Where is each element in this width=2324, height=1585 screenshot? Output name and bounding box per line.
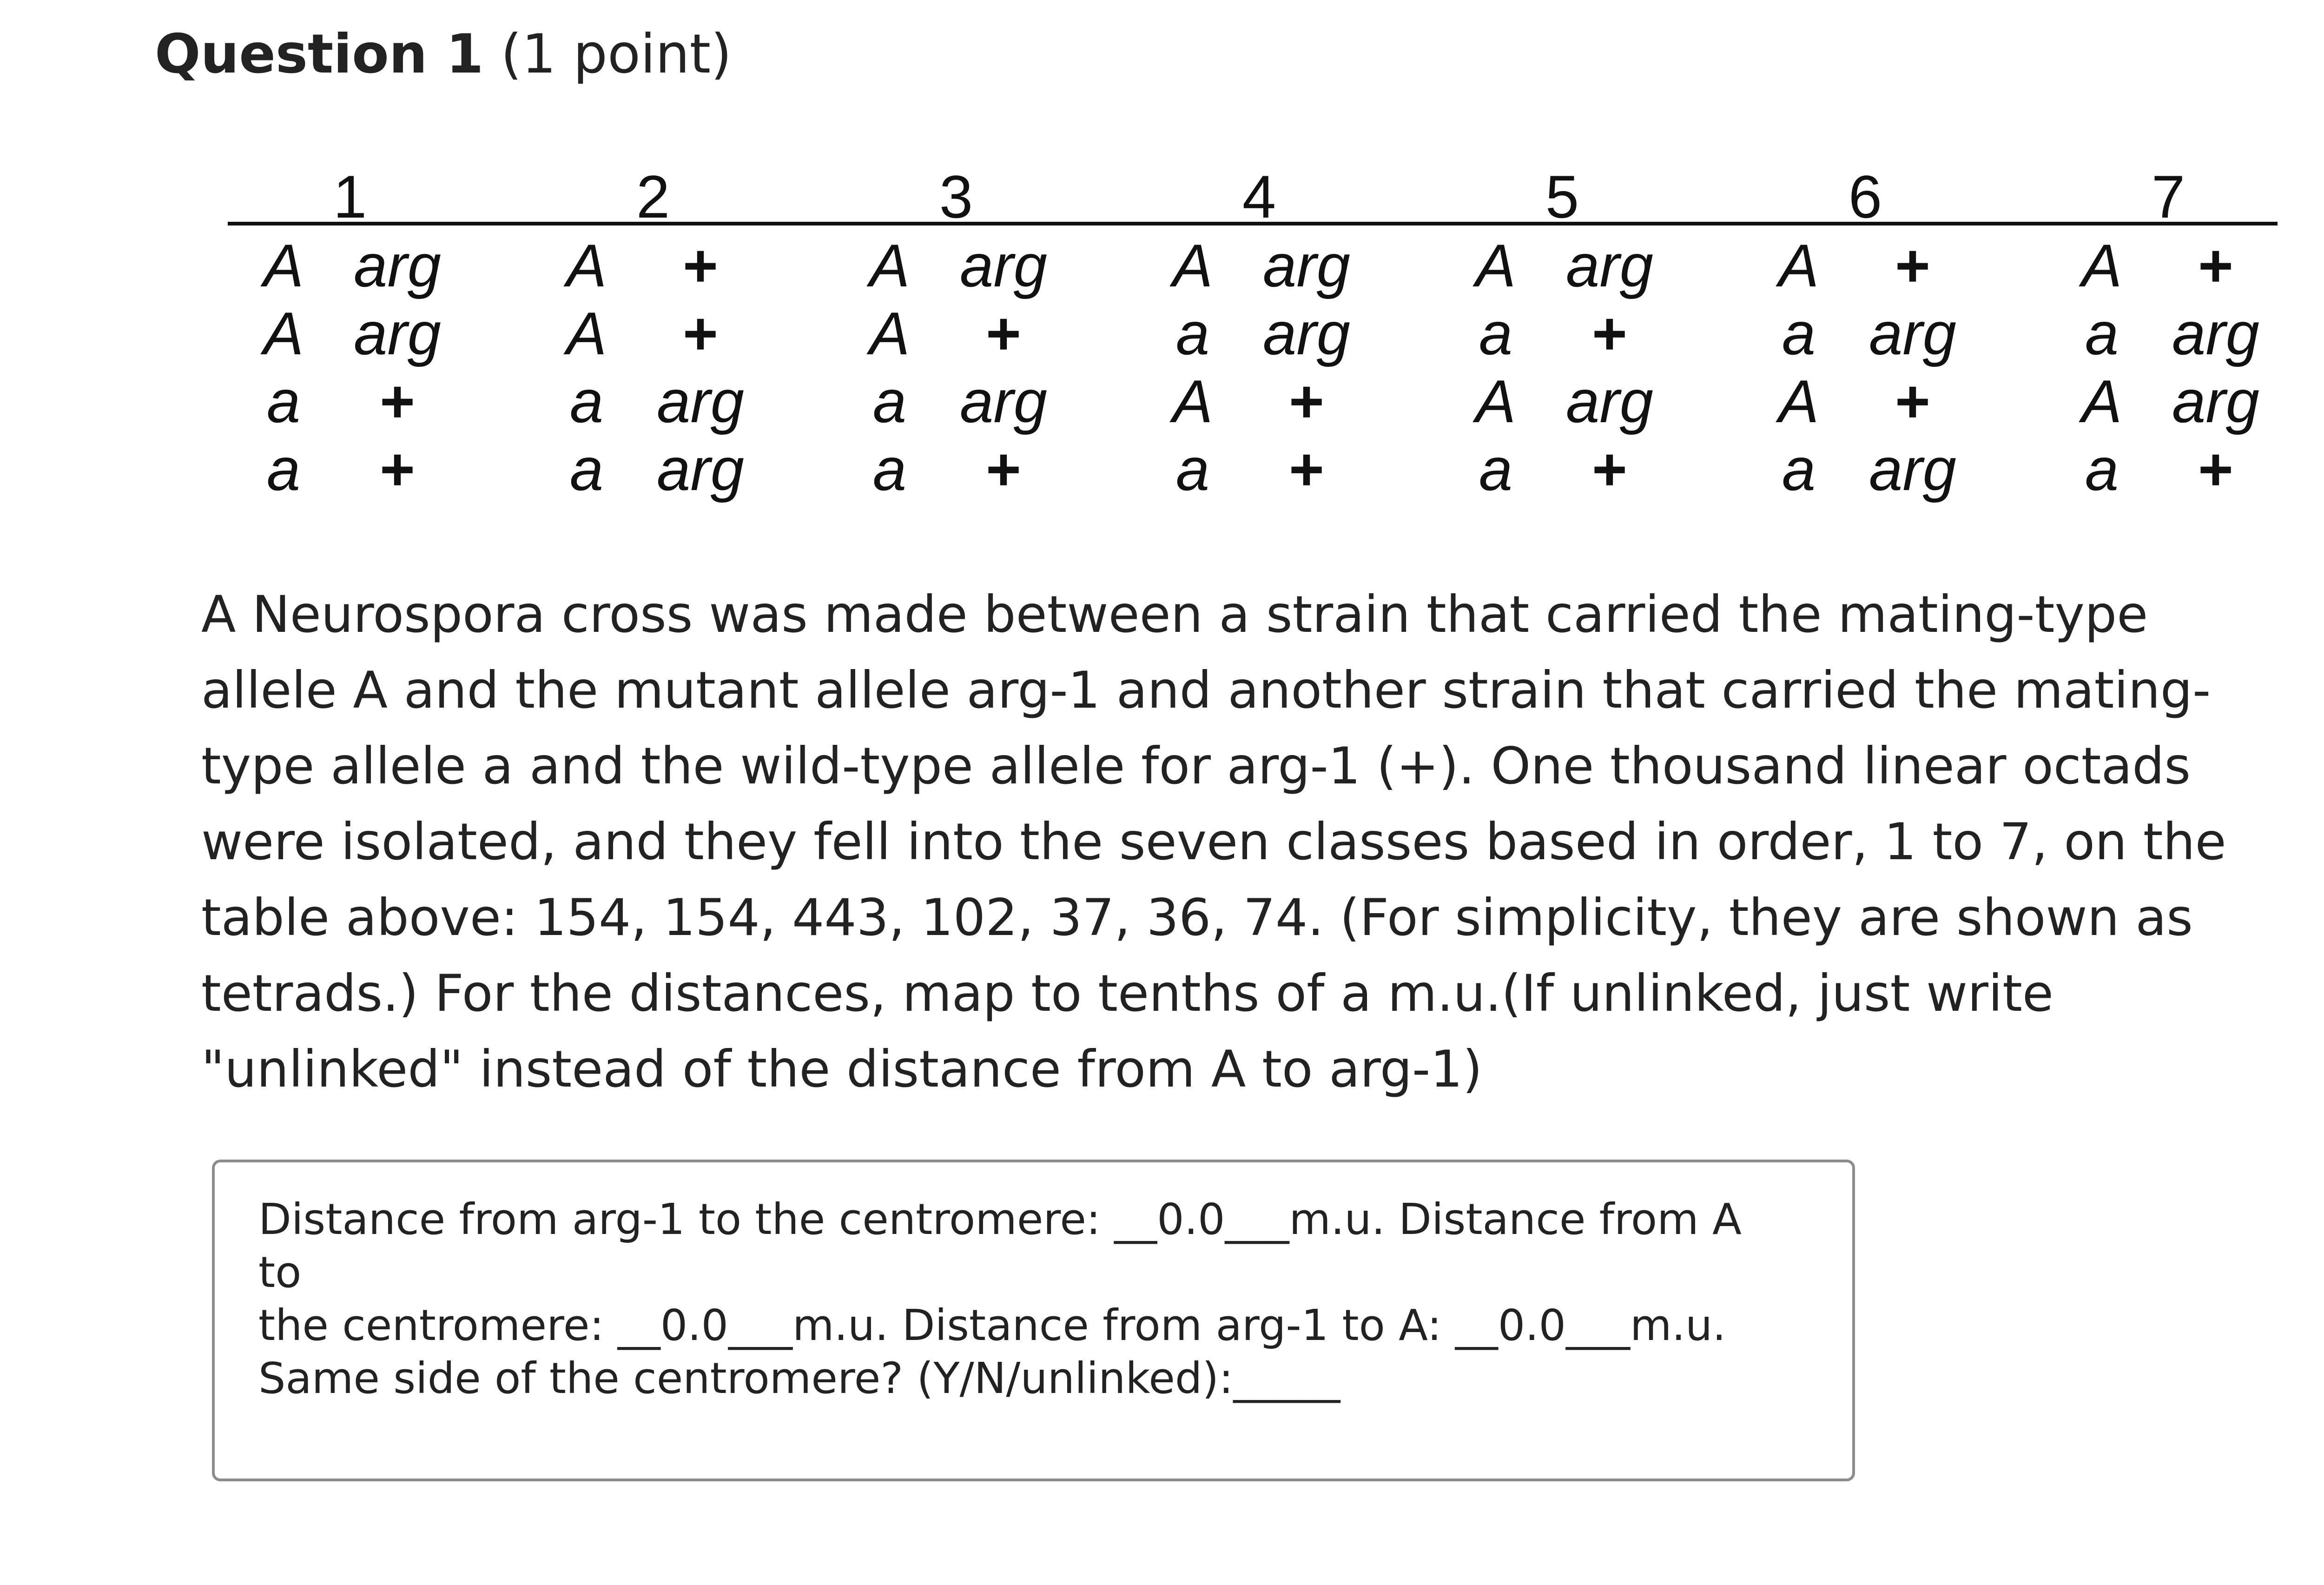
class-number: 2 [636,163,670,231]
arg-allele: arg [2172,367,2259,435]
arg-allele: + [380,435,415,503]
mating-type-allele: A [1172,232,1213,299]
arg-allele: + [1289,435,1324,503]
mating-type-allele: A [1778,232,1819,299]
arg-allele: arg [1869,299,1956,367]
question-title [155,20,732,89]
mating-type-allele: A [566,299,607,367]
answer-line-3: Same side of the centromere? (Y/N/unlinked):_____ [258,1353,1340,1403]
mating-type-allele: a [266,435,301,503]
mating-type-allele: a [266,367,301,435]
answer-textbox[interactable] [212,1160,1855,1481]
arg-allele: arg [1566,232,1653,299]
mating-type-allele: a [872,367,907,435]
arg-allele: arg [960,232,1047,299]
question-label: Question 1 [155,23,484,86]
mating-type-allele: a [569,435,604,503]
arg-allele: + [1592,299,1627,367]
question-paragraph: A Neurospora cross was made between a strain that carried the mating-type allele A and the mutant allele arg-1 and another strain that carried the mating-type allele a and the wild-type allele for arg-1 (+). One thousand linear octads were isolated, and they fell into the seven classes based in order, 1 to 7, on the table above: 154, 154, 443, 102, 37, 36, 74. (For simplicity, they are shown as tetrads.) For the distances, map to tenths of a m.u.(If unlinked, just write "unlinked" instead of the distance from A to arg-1) [201,585,2226,1099]
arg-allele: arg [1869,435,1956,503]
arg-allele: + [683,232,718,299]
arg-allele: arg [354,232,441,299]
class-number: 4 [1242,163,1276,231]
arg-allele: arg [1566,367,1653,435]
mating-type-allele: a [1782,299,1816,367]
arg-allele: + [1289,367,1324,435]
mating-type-allele: a [1479,299,1513,367]
mating-type-allele: A [2081,232,2122,299]
mating-type-allele: a [1175,435,1210,503]
answer-line-1: Distance from arg-1 to the centromere: __0.0___m.u. Distance from A to [258,1194,1742,1297]
arg-allele: arg [354,299,441,367]
mating-type-allele: A [263,299,304,367]
mating-type-allele: A [566,232,607,299]
mating-type-allele: A [1778,367,1819,435]
mating-type-allele: A [869,299,910,367]
mating-type-allele: a [569,367,604,435]
arg-allele: + [380,367,415,435]
mating-type-allele: a [1479,435,1513,503]
arg-allele: arg [657,435,744,503]
class-number: 1 [333,163,367,231]
arg-allele: + [2198,232,2233,299]
arg-allele: + [1895,232,1930,299]
arg-allele: + [1895,367,1930,435]
mating-type-allele: A [1475,367,1516,435]
arg-allele: + [986,435,1021,503]
mating-type-allele: A [1475,232,1516,299]
arg-allele: + [1592,435,1627,503]
arg-allele: + [2198,435,2233,503]
tetrad-table-figure [228,163,2324,521]
answer-line-2: the centromere: __0.0___m.u. Distance from arg-1 to A: __0.0___m.u. [258,1300,1726,1350]
class-number: 7 [2151,163,2185,231]
mating-type-allele: A [2081,367,2122,435]
arg-allele: arg [1263,299,1350,367]
class-number: 3 [939,163,973,231]
mating-type-allele: A [1172,367,1213,435]
mating-type-allele: A [263,232,304,299]
arg-allele: arg [657,367,744,435]
mating-type-allele: a [1175,299,1210,367]
mating-type-allele: a [1782,435,1816,503]
arg-allele: + [683,299,718,367]
mating-type-allele: a [2085,435,2119,503]
mating-type-allele: a [872,435,907,503]
question-points: (1 point) [501,23,732,86]
arg-allele: arg [960,367,1047,435]
class-number: 6 [1848,163,1882,231]
class-number: 5 [1545,163,1579,231]
arg-allele: + [986,299,1021,367]
answer-text [258,1193,1792,1405]
arg-allele: arg [1263,232,1350,299]
mating-type-allele: a [2085,299,2119,367]
mating-type-allele: A [869,232,910,299]
arg-allele: arg [2172,299,2259,367]
